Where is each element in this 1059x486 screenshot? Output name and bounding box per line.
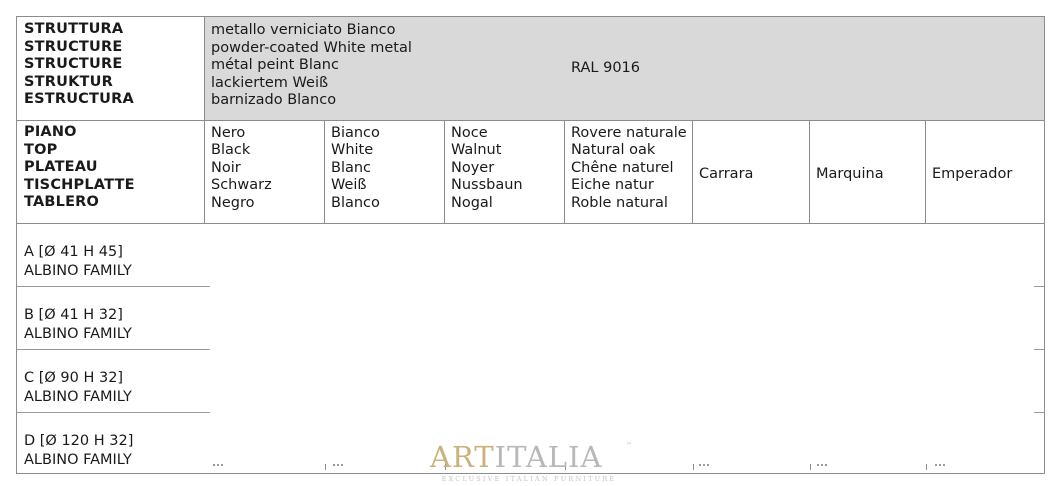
row-divider-right (1034, 349, 1044, 350)
product-row-a (17, 223, 205, 286)
top-label-en: TOP (24, 141, 58, 158)
structure-label-es: ESTRUCTURA (24, 91, 134, 107)
structure-label-fr: STRUCTURE (24, 56, 123, 72)
top-row (17, 120, 1044, 224)
finish-black-de: Schwarz (211, 177, 272, 194)
column-tick (693, 464, 694, 470)
finish-carrara: Carrara (699, 166, 754, 182)
finish-oak-es: Roble natural (571, 194, 668, 211)
finish-column-marquina (810, 120, 926, 223)
finish-white-es: Blanco (331, 194, 380, 211)
finish-white-fr: Blanc (331, 159, 372, 176)
structure-label-it: STRUTTURA (24, 21, 124, 37)
finish-black-fr: Noir (211, 159, 241, 176)
column-tick (810, 464, 811, 470)
structure-desc-en: powder-coated White metal (211, 39, 412, 56)
finish-column-carrara (693, 120, 810, 223)
structure-row (17, 17, 1044, 121)
product-row-c (17, 349, 205, 412)
cut-off-price-fragment (817, 464, 827, 469)
top-label-es: TABLERO (24, 194, 100, 210)
product-list (17, 223, 205, 475)
finish-column-white (325, 120, 445, 223)
product-family: ALBINO FAMILY (24, 326, 132, 342)
logo-art-text: ART (430, 440, 495, 474)
product-row-b (17, 286, 205, 349)
structure-desc-fr: métal peint Blanc (211, 57, 339, 74)
finish-walnut-es: Nogal (451, 194, 493, 211)
ral-code: RAL 9016 (571, 60, 640, 76)
finish-white-en: White (331, 142, 374, 159)
structure-desc-it: metallo verniciato Bianco (211, 22, 396, 38)
finish-column-walnut (445, 120, 565, 223)
finish-walnut-de: Nussbaun (451, 177, 523, 194)
product-family: ALBINO FAMILY (24, 263, 132, 279)
top-label-it: PIANO (24, 124, 77, 140)
top-label-cell (17, 120, 205, 223)
finish-marquina: Marquina (816, 166, 884, 182)
finish-oak-it: Rovere naturale (571, 125, 687, 141)
structure-desc-es: barnizado Blanco (211, 92, 337, 109)
product-row-d (17, 412, 205, 475)
finish-column-black (205, 120, 325, 223)
finish-white-it: Bianco (331, 125, 380, 141)
finish-walnut-en: Walnut (451, 142, 502, 159)
cut-off-price-fragment (699, 464, 709, 469)
structure-label-de: STRUKTUR (24, 73, 113, 90)
structure-label-en: STRUCTURE (24, 38, 123, 55)
cut-off-price-fragment (333, 464, 343, 469)
finish-walnut-it: Noce (451, 125, 488, 141)
finish-oak-de: Eiche natur (571, 177, 654, 194)
cut-off-price-fragment (935, 464, 945, 469)
logo-wordmark (430, 442, 602, 472)
finish-emperador: Emperador (932, 166, 1013, 182)
product-code: B [Ø 41 H 32] (24, 307, 123, 323)
finish-column-emperador (926, 120, 1044, 223)
price-table (16, 16, 1045, 474)
finish-oak-en: Natural oak (571, 142, 656, 159)
product-code: A [Ø 41 H 45] (24, 244, 123, 260)
column-tick (926, 464, 927, 470)
product-code: D [Ø 120 H 32] (24, 433, 134, 449)
finish-walnut-fr: Noyer (451, 159, 495, 176)
finish-white-de: Weiß (331, 177, 367, 194)
cut-off-price-fragment (213, 464, 223, 469)
product-family: ALBINO FAMILY (24, 389, 132, 405)
product-family: ALBINO FAMILY (24, 452, 132, 468)
row-divider-right (1034, 286, 1044, 287)
row-divider-right (1034, 412, 1044, 413)
top-label-fr: PLATEAU (24, 159, 98, 175)
finish-oak-fr: Chêne naturel (571, 159, 674, 176)
finish-column-oak (565, 120, 693, 223)
structure-description-cell (205, 17, 1044, 120)
logo-trademark: ™ (626, 442, 632, 449)
logo-italia-text: ITALIA (494, 440, 603, 474)
artitalia-logo (430, 442, 635, 486)
finish-black-es: Negro (211, 194, 255, 211)
logo-tagline: EXCLUSIVE ITALIAN FURNITURE (441, 475, 617, 483)
column-tick (325, 464, 326, 470)
structure-description (211, 22, 412, 110)
finish-black-it: Nero (211, 125, 246, 141)
top-label-de: TISCHPLATTE (24, 176, 135, 193)
product-code: C [Ø 90 H 32] (24, 370, 124, 386)
finish-black-en: Black (211, 142, 251, 159)
structure-label-cell (17, 17, 205, 120)
structure-desc-de: lackiertem Weiß (211, 74, 329, 91)
